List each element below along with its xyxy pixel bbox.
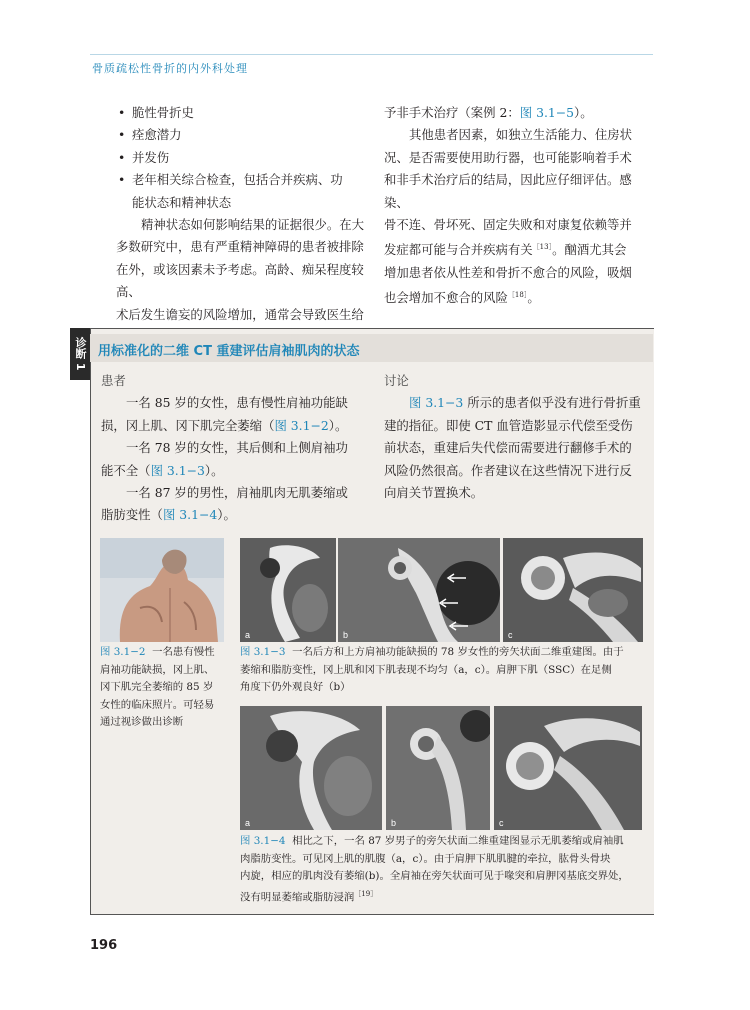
clinical-photo-image bbox=[100, 538, 224, 642]
ct-scan-image bbox=[503, 538, 643, 642]
clinical-photo bbox=[100, 538, 224, 642]
panel-label: b bbox=[391, 818, 397, 828]
ct-scan-image bbox=[240, 538, 336, 642]
ct-scan-panel bbox=[386, 706, 490, 830]
panel-label: c bbox=[508, 630, 513, 640]
figure-link[interactable]: 图 3.1−3 bbox=[409, 395, 464, 411]
figure-label: 图 3.1−4 bbox=[240, 835, 286, 847]
right-column: 予非手术治疗（案例 2：图 3.1−5）。 其他患者因素，如独立生活能力、住房状 况、是否需要使用助行器，也可能影响着手术 和非手术治疗后的结局，因此应仔细评估。感染、 骨不连、骨坏死、固定失败和对康复依赖等并 发症都可能与合并疾病有关$^{[13]}$。酗酒尤其会 增加患者依从性差和骨折不愈合的风险，吸烟 也会增加不愈合的风险$^{[18]}$。 bbox=[384, 105, 633, 306]
discussion-heading: 讨论 bbox=[384, 373, 409, 388]
panel-label: a bbox=[245, 630, 251, 640]
ct-scan-panel bbox=[240, 538, 336, 642]
diagnosis-tab: 诊断 1 bbox=[70, 328, 90, 380]
ct-scan-panel bbox=[338, 538, 500, 642]
figure-link[interactable]: 图 3.1−5 bbox=[519, 105, 575, 120]
panel-label: c bbox=[499, 818, 504, 828]
patients-section: 患者 一名 85 岁的女性，患有慢性肩袖功能缺 损，冈上肌、冈下肌完全萎缩（图 3.1−2）。 一名 78 岁的女性，其后侧和上侧肩袖功 能不全（图 3.1−3）。 一名 87 岁的男性，肩袖肌肉无肌萎缩或 脂肪变性（图 3.1−4）。 bbox=[101, 370, 371, 527]
ct-scan-panel bbox=[240, 706, 382, 830]
bullet-item: • 痊愈潜力 bbox=[118, 127, 182, 143]
left-column bbox=[104, 102, 366, 326]
citation-ref: ［13］ bbox=[532, 243, 553, 252]
ct-scan-panel bbox=[503, 538, 643, 642]
figure-link[interactable]: 图 3.1−2 bbox=[274, 417, 329, 433]
figure-label: 图 3.1−2 bbox=[100, 646, 146, 658]
ct-scan-panel bbox=[494, 706, 642, 830]
citation-ref: ［18］ bbox=[507, 291, 528, 300]
header-rule bbox=[90, 54, 653, 55]
figure-link[interactable]: 图 3.1−3 bbox=[150, 462, 205, 478]
bullet-item-continued: 能状态和精神状态 bbox=[132, 194, 232, 210]
ct-scan-image bbox=[386, 706, 490, 830]
bullet-item: • 脆性骨折史 bbox=[118, 105, 194, 120]
figure-label: 图 3.1−3 bbox=[240, 646, 286, 658]
bullet-item: • 老年相关综合检查，包括合并疾病、功 bbox=[118, 172, 343, 188]
discussion-section: 讨论 图 3.1−3 所示的患者似乎没有进行骨折重 建的指征。即使 CT 血管造影显示代偿至受伤 前状态，重建后失代偿而需要进行翻修手术的 风险仍然很高。作者建议在这些情况下进行反 向肩关节置换术。 bbox=[384, 370, 652, 504]
figure-caption-3-1-3: 图 3.1−3 一名后方和上方肩袖功能缺损的 78 岁女性的旁矢状面二维重建图。由于 萎缩和脂肪变性，冈上肌和冈下肌表现不均匀（a，c）。肩胛下肌（SSC）在足侧 角度下仍外观良好（b） bbox=[240, 646, 624, 694]
page-number: 196 bbox=[90, 938, 118, 953]
ct-scan-image bbox=[240, 706, 382, 830]
bullet-item: • 并发伤 bbox=[118, 149, 170, 165]
figure-caption-3-1-4: 图 3.1−4 相比之下，一名 87 岁男子的旁矢状面二维重建图显示无肌萎缩或肩袖肌 肉脂肪变性。可见冈上肌的肌腹（a，c）。由于肩胛下肌肌腱的牵拉，肱骨头骨块 内旋，相应的肌肉没有萎缩(b)。全肩袖在旁矢状面可见于喙突和肩胛冈基底交界处， 没有明显萎缩或脂肪浸润$^{[19]}$ bbox=[240, 835, 629, 904]
left-paragraph: 精神状态如何影响结果的证据很少。在大 多数研究中，患有严重精神障碍的患者被排除 在外，或该因素未予考虑。高龄、痴呆程度较高、 术后发生谵妄的风险增加，通常会导致医生给 bbox=[116, 217, 365, 322]
panel-label: b bbox=[343, 630, 349, 640]
figure-caption-3-1-2: 图 3.1−2 一名患有慢性 肩袖功能缺损，冈上肌、 冈下肌完全萎缩的 85 岁 女性的临床照片。可轻易 通过视诊做出诊断 bbox=[100, 646, 215, 729]
citation-ref: ［19］ bbox=[354, 889, 378, 898]
ct-scan-image bbox=[338, 538, 500, 642]
running-title: 骨质疏松性骨折的内外科处理 bbox=[92, 62, 248, 75]
patients-heading: 患者 bbox=[101, 373, 126, 388]
panel-label: a bbox=[245, 818, 251, 828]
case-box-title: 用标准化的二维 CT 重建评估肩袖肌肉的状态 bbox=[98, 344, 360, 359]
ct-scan-image bbox=[494, 706, 642, 830]
figure-link[interactable]: 图 3.1−4 bbox=[162, 507, 218, 523]
